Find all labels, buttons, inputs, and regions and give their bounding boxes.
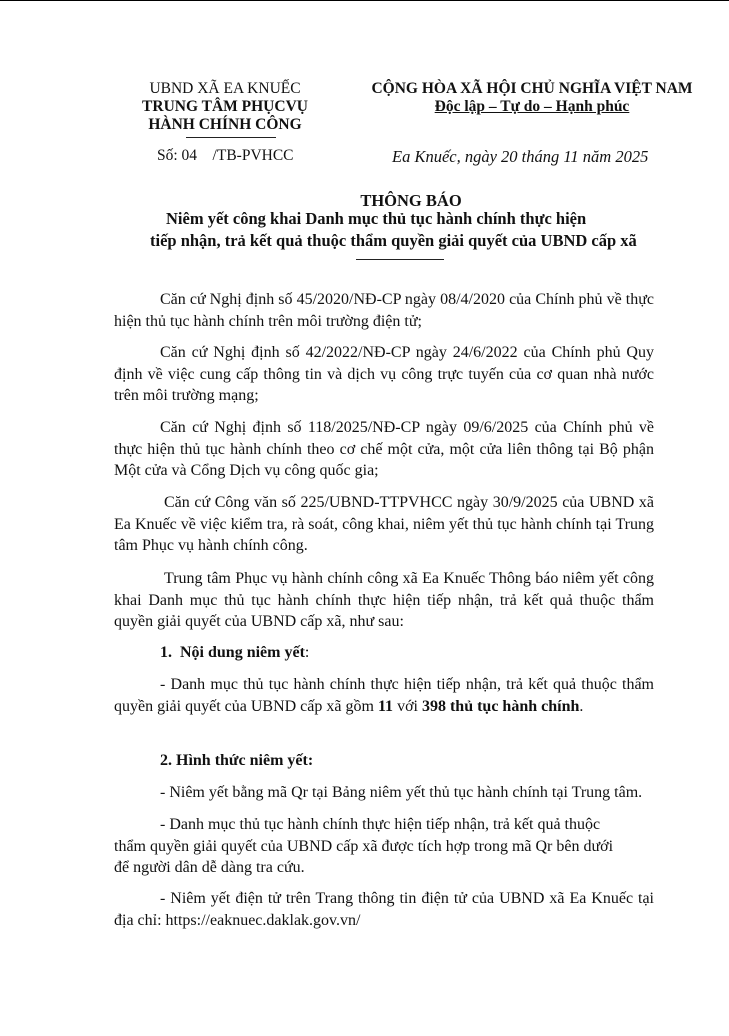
legal-basis-paragraph-1: Căn cứ Nghị định số 45/2020/NĐ-CP ngày 08/4/2020 của Chính phủ về thực hiện thủ tục hành chính trên môi trường điện tử; bbox=[114, 291, 655, 330]
left-header-divider bbox=[186, 137, 276, 138]
legal-basis-paragraph-3: Căn cứ Nghị định số 118/2025/NĐ-CP ngày 09/6/2025 của Chính phủ về thực hiện thủ tục hành chính theo cơ chế một cửa, một cửa liên thông tại Bộ phận Một cửa và Cổng Dịch vụ công quốc gia; bbox=[114, 419, 655, 479]
legal-basis-paragraph-4: Căn cứ Công văn số 225/UBND-TTPVHCC ngày 30/9/2025 của UBND xã Ea Knuếc về việc kiểm tra, rà soát, công khai, niêm yết thủ tục hành chính tại Trung tâm Phục vụ hành chính công. bbox=[114, 494, 655, 554]
document-subtitle-line2: tiếp nhận, trả kết quả thuộc thẩm quyền giải quyết của UBND cấp xã bbox=[150, 231, 637, 250]
document-number: Số: 04 /TB-PVHCC bbox=[157, 147, 294, 164]
national-motto: Độc lập – Tự do – Hạnh phúc bbox=[434, 98, 630, 115]
section-2-item-qr-list: - Danh mục thủ tục hành chính thực hiện tiếp nhận, trả kết quả thuộc thẩm quyền giải quyết của UBND cấp xã được tích hợp trong mã Qr bên dưới để người dân dễ dàng tra cứu. bbox=[114, 816, 614, 876]
section-2-item-website: - Niêm yết điện tử trên Trang thông tin điện tử của UBND xã Ea Knuếc tại địa chỉ: https://eaknuec.daklak.gov.vn/ bbox=[114, 890, 654, 929]
legal-basis-paragraph-2: Căn cứ Nghị định số 42/2022/NĐ-CP ngày 24/6/2022 của Chính phủ Quy định về việc cung cấp thông tin và dịch vụ công trực tuyến của cơ quan nhà nước trên môi trường mạng; bbox=[114, 344, 654, 404]
issuing-unit-line2: HÀNH CHÍNH CÔNG bbox=[148, 116, 302, 133]
page-top-border bbox=[0, 0, 729, 1]
issuing-unit-line1: TRUNG TÂM PHỤCVỤ bbox=[142, 98, 308, 115]
section-2-item-qr-board: - Niêm yết bằng mã Qr tại Bảng niêm yết thủ tục hành chính tại Trung tâm. bbox=[160, 784, 643, 801]
section-1-item: - Danh mục thủ tục hành chính thực hiện tiếp nhận, trả kết quả thuộc thẩm quyền giải quyết của UBND cấp xã gồm 11 với 398 thủ tục hành chính. bbox=[114, 676, 654, 715]
title-divider bbox=[356, 259, 444, 260]
document-heading: THÔNG BÁO bbox=[360, 191, 462, 210]
announcement-intro-paragraph: Trung tâm Phục vụ hành chính công xã Ea Knuếc Thông báo niêm yết công khai Danh mục thủ tục hành chính thực hiện tiếp nhận, trả kết quả thuộc thẩm quyền giải quyết của UBND cấp xã, như sau: bbox=[114, 570, 655, 630]
issuing-authority: UBND XÃ EA KNUẾC bbox=[149, 80, 301, 97]
section-2-heading: 2. Hình thức niêm yết: bbox=[160, 752, 314, 769]
place-and-date: Ea Knuếc, ngày 20 tháng 11 năm 2025 bbox=[392, 147, 649, 166]
document-subtitle-line1: Niêm yết công khai Danh mục thủ tục hành chính thực hiện bbox=[166, 209, 587, 228]
section-1-heading: 1. Nội dung niêm yết: bbox=[160, 644, 310, 661]
nation-name: CỘNG HÒA XÃ HỘI CHỦ NGHĨA VIỆT NAM bbox=[371, 80, 693, 97]
